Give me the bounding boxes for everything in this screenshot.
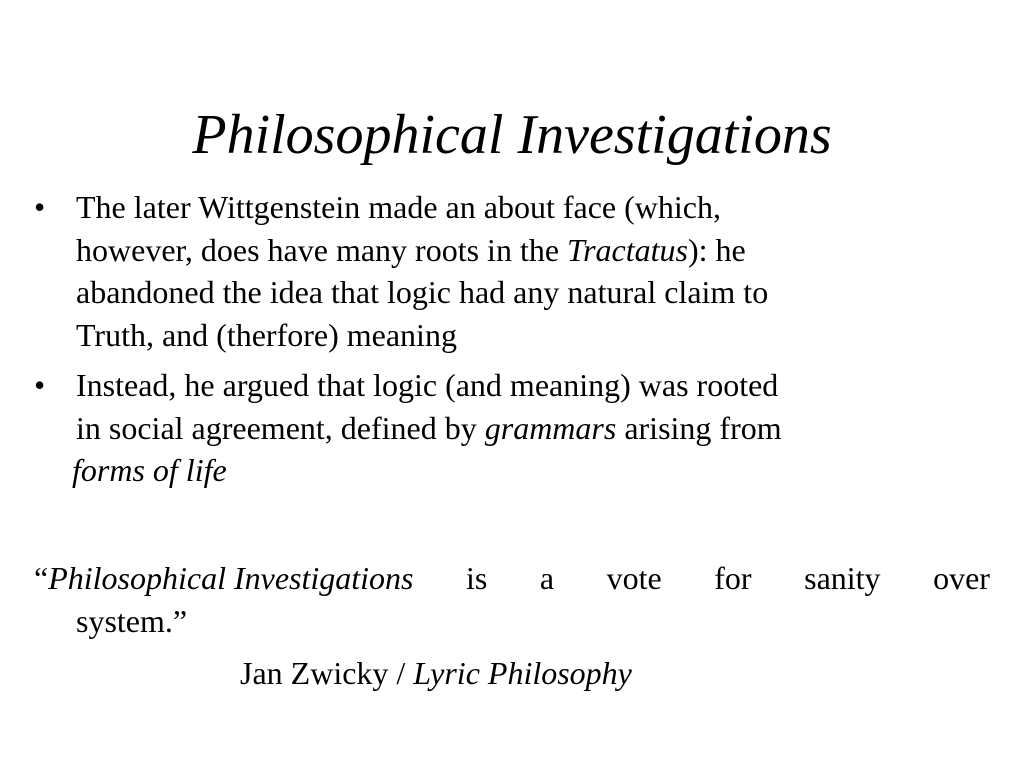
bullet-marker: •: [34, 367, 46, 403]
bullet-item-later-wittgenstein: [34, 186, 964, 356]
quote-first-line: [34, 557, 990, 600]
quote-word: is: [466, 560, 488, 596]
quote-attribution: [240, 652, 632, 695]
open-quote-mark: “: [34, 560, 49, 596]
attribution-separator: /: [388, 655, 414, 691]
bullet-text-line: abandoned the idea that logic had any natural claim to: [76, 274, 769, 310]
quote-work-title: Philosophical Investigations: [48, 560, 414, 596]
quote-word: vote: [606, 560, 662, 596]
emphasis-forms-of-life: forms of life: [72, 452, 227, 488]
bullet-text-line: in social agreement, defined by grammars arising from: [76, 409, 782, 446]
quote-word: a: [539, 560, 555, 596]
bullet-text-line: Truth, and (therfore) meaning: [76, 316, 457, 353]
quote-opening: [34, 557, 414, 600]
quote-second-line: system.”: [76, 602, 188, 639]
quote-block: [34, 557, 990, 642]
bullet-text-line: [72, 449, 964, 492]
bullet-list: [34, 186, 964, 500]
slide-title: Philosophical Investigations: [192, 104, 832, 166]
bullet-item-social-agreement: [34, 364, 964, 492]
book-title-tractatus: Tractatus: [567, 231, 688, 268]
bullet-marker: •: [34, 189, 46, 225]
attribution-author: Jan Zwicky: [240, 655, 389, 691]
attribution-book-title: Lyric Philosophy: [413, 655, 632, 691]
quote-word: over: [933, 560, 990, 596]
bullet-text-line: however, does have many roots in the Tractatus): he: [76, 231, 746, 268]
emphasis-grammars: grammars: [484, 409, 617, 446]
quote-word: sanity: [804, 560, 881, 596]
bullet-text-line: Instead, he argued that logic (and meaning) was rooted: [76, 367, 779, 403]
quote-word: for: [714, 560, 752, 596]
bullet-text-line: The later Wittgenstein made an about face (which,: [76, 189, 721, 225]
